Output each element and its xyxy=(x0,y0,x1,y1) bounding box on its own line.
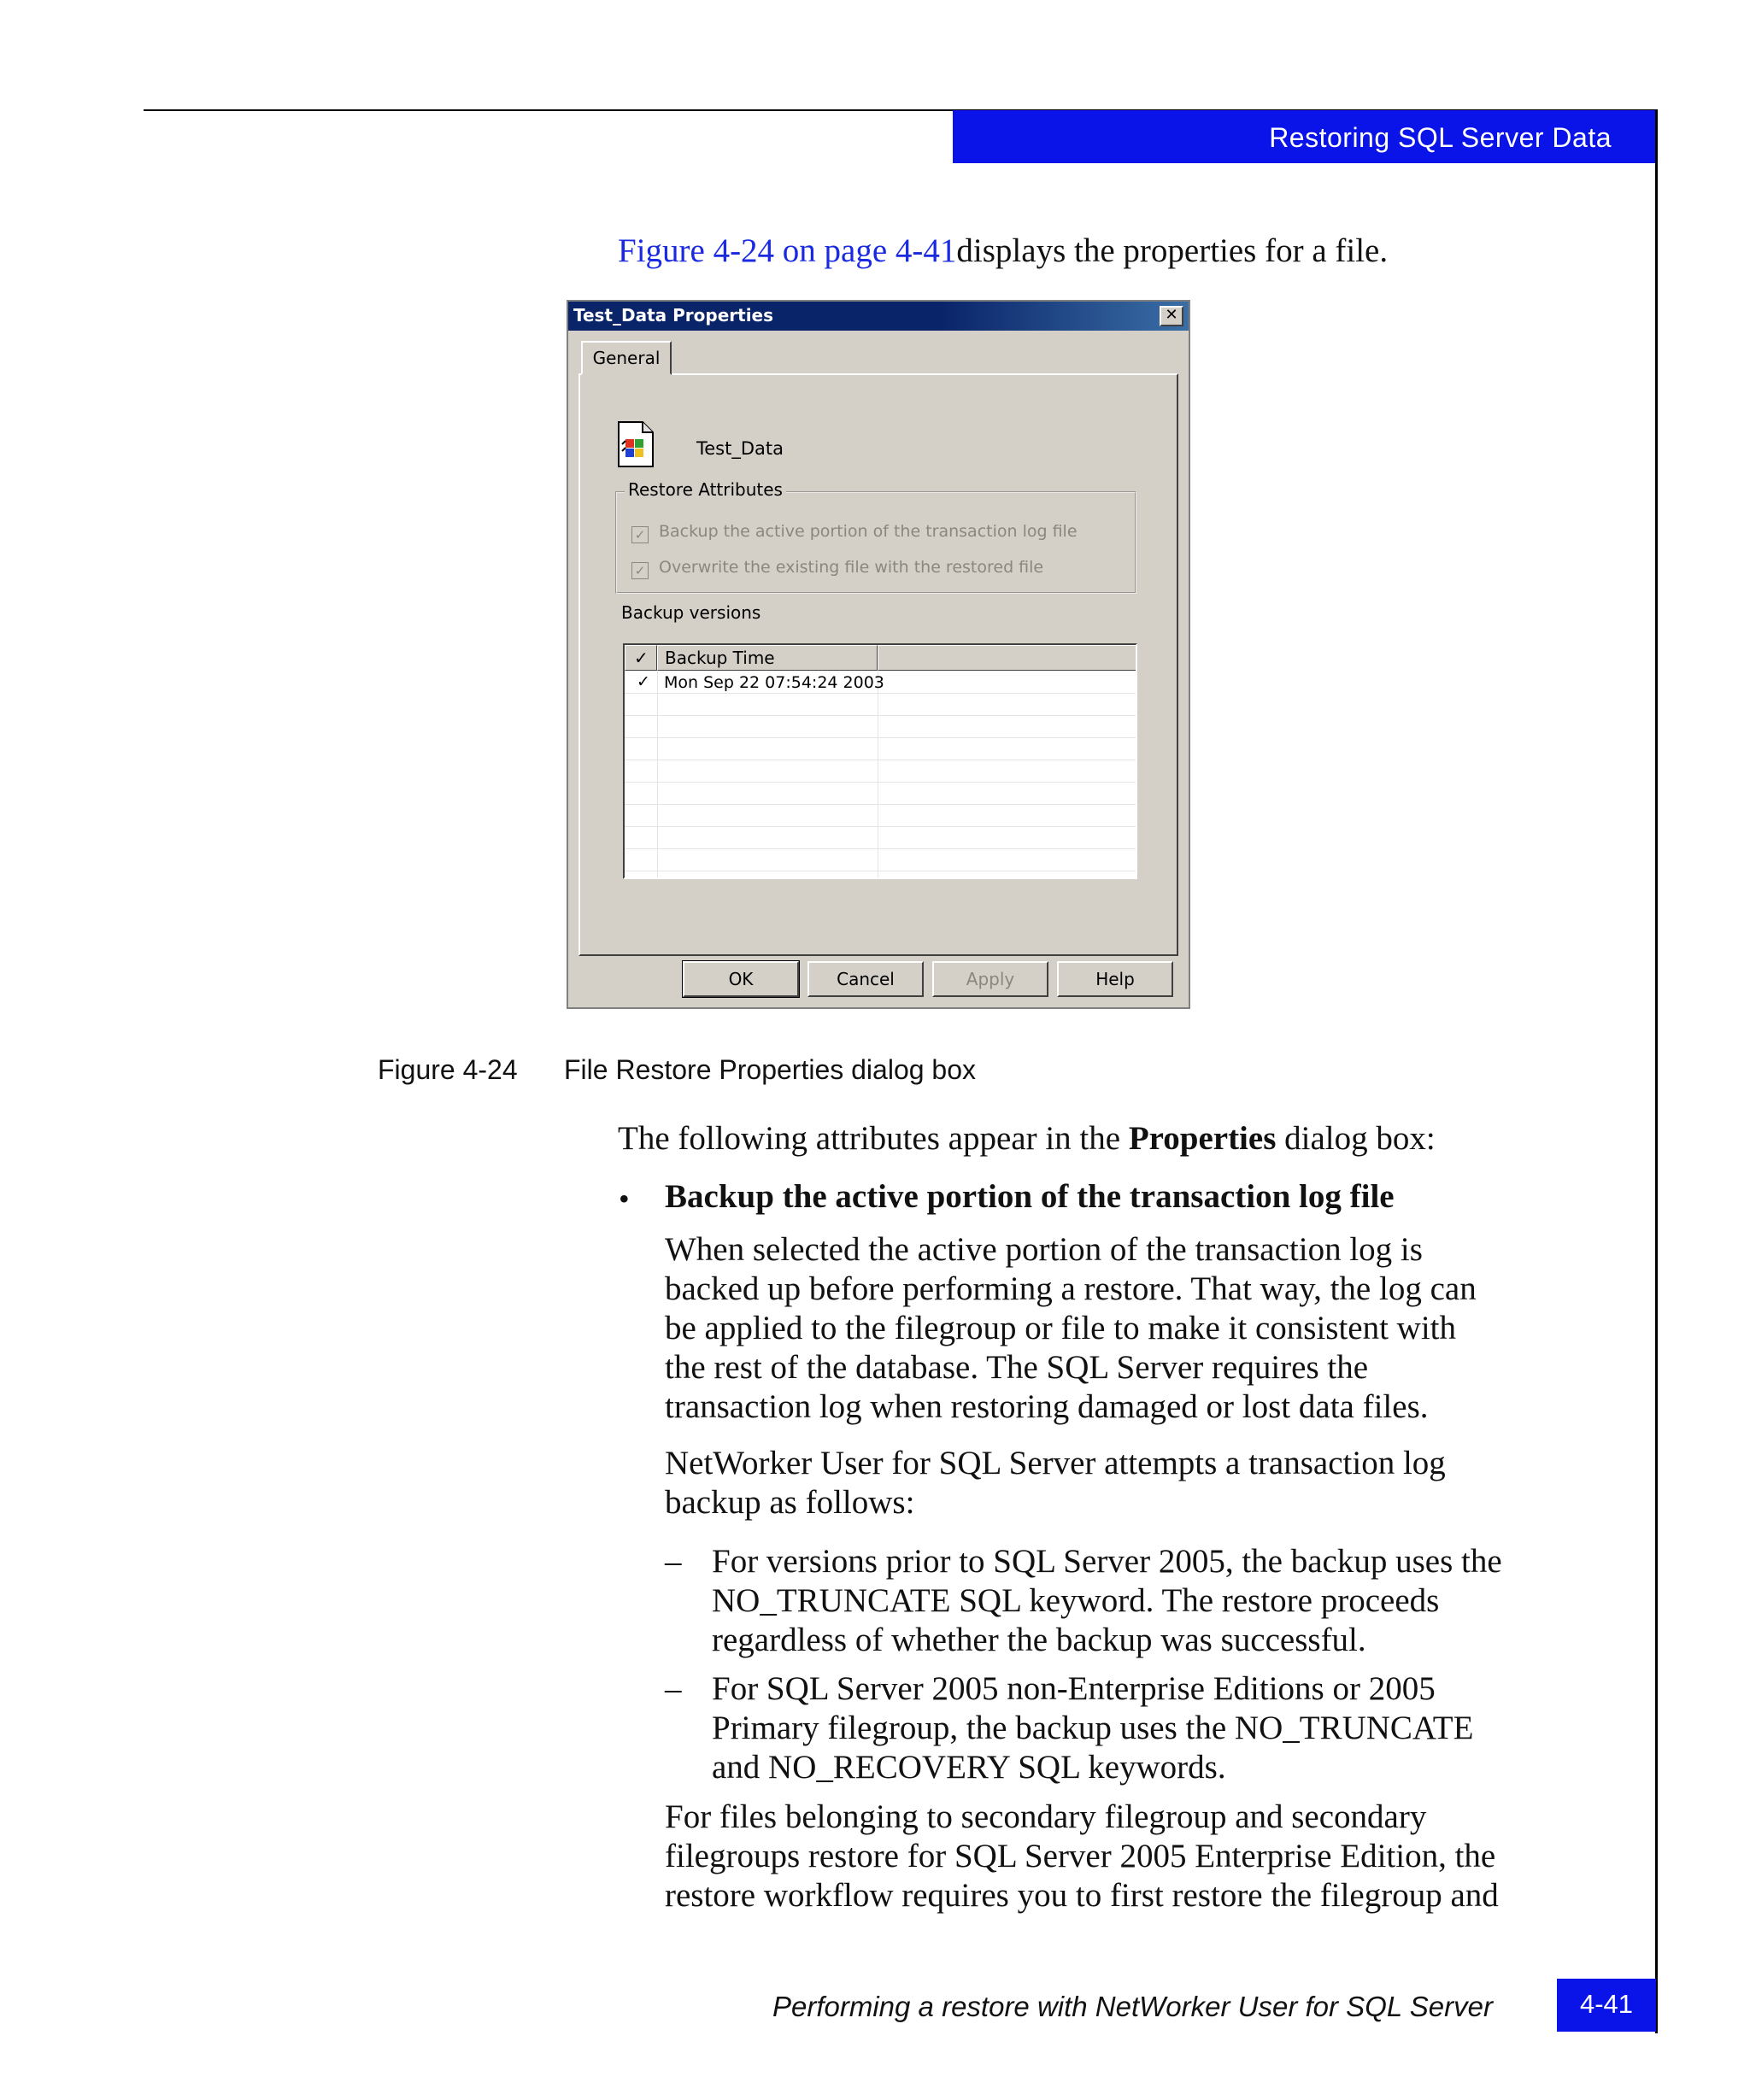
dash1-line: regardless of whether the backup was successful. xyxy=(712,1622,1366,1658)
lead-bold: Properties xyxy=(1128,1120,1277,1157)
backup-log-label: Backup the active portion of the transaction log file xyxy=(659,522,1078,541)
figure-title: File Restore Properties dialog box xyxy=(564,1054,977,1085)
apply-button[interactable]: Apply xyxy=(932,961,1048,997)
column-header-backup-time[interactable]: Backup Time xyxy=(657,645,878,671)
row-divider xyxy=(625,848,1137,849)
para2-line: backup as follows: xyxy=(665,1484,915,1521)
para1-line: When selected the active portion of the transaction log is xyxy=(665,1231,1423,1268)
para1-line: be applied to the filegroup or file to make it consistent with xyxy=(665,1310,1457,1346)
figure-number: Figure 4-24 xyxy=(378,1054,518,1085)
intro-text: displays the properties for a file. xyxy=(956,232,1389,269)
column-header-empty[interactable] xyxy=(878,645,1137,671)
page-number-box xyxy=(1557,1979,1656,2032)
overwrite-checkbox[interactable] xyxy=(631,558,1043,579)
footer-text: Performing a restore with NetWorker User for SQL Server xyxy=(772,1991,1493,2022)
row-check-icon[interactable]: ✓ xyxy=(637,672,650,691)
dash2-line: For SQL Server 2005 non-Enterprise Editions or 2005 xyxy=(712,1670,1436,1707)
dash-icon: – xyxy=(665,1670,682,1707)
backup-versions-table[interactable] xyxy=(623,643,1137,879)
checkbox-check-icon: ✓ xyxy=(631,526,649,543)
dash1-line: For versions prior to SQL Server 2005, the backup uses the xyxy=(712,1543,1502,1580)
dialog-titlebar xyxy=(568,302,1189,331)
checkbox-check-icon: ✓ xyxy=(631,562,649,579)
para2-line: NetWorker User for SQL Server attempts a transaction log xyxy=(665,1445,1446,1481)
para1-line: transaction log when restoring damaged or lost data files. xyxy=(665,1388,1429,1425)
lead-text-end: dialog box: xyxy=(1276,1120,1436,1157)
row-divider xyxy=(625,715,1137,716)
help-button[interactable]: Help xyxy=(1057,961,1173,997)
ok-button[interactable]: OK xyxy=(683,961,799,997)
para3-line: filegroups restore for SQL Server 2005 Enterprise Edition, the xyxy=(665,1838,1496,1874)
tab-general[interactable]: General xyxy=(581,341,672,375)
section-header-band xyxy=(953,110,1656,163)
file-name: Test_Data xyxy=(696,438,784,459)
backup-versions-label: Backup versions xyxy=(621,602,761,623)
lead-text: The following attributes appear in the xyxy=(618,1120,1129,1157)
para1-line: backed up before performing a restore. That way, the log can xyxy=(665,1270,1477,1307)
dash2-line: Primary filegroup, the backup uses the NO_TRUNCATE xyxy=(712,1710,1474,1746)
column-header-check[interactable]: ✓ xyxy=(625,645,657,671)
restore-attributes-label: Restore Attributes xyxy=(625,479,786,500)
bullet-icon: • xyxy=(619,1182,630,1216)
para3-line: restore workflow requires you to first restore the filegroup and xyxy=(665,1877,1499,1914)
lead-paragraph xyxy=(618,1119,1436,1159)
close-icon[interactable]: ✕ xyxy=(1160,306,1183,326)
figure-link[interactable]: Figure 4-24 on page 4-41 xyxy=(618,232,957,269)
row-divider xyxy=(625,693,1137,694)
properties-dialog xyxy=(567,300,1190,1009)
file-restore-icon xyxy=(617,420,655,468)
para3-line: For files belonging to secondary filegroup and secondary xyxy=(665,1798,1427,1835)
backup-log-checkbox[interactable] xyxy=(631,522,1078,543)
section-title: Restoring SQL Server Data xyxy=(1269,122,1612,153)
row-divider xyxy=(625,737,1137,738)
row-divider xyxy=(625,826,1137,827)
page-number: 4-41 xyxy=(1579,1989,1634,2019)
dash1-line: NO_TRUNCATE SQL keyword. The restore proceeds xyxy=(712,1582,1440,1619)
cancel-button[interactable]: Cancel xyxy=(807,961,924,997)
intro-paragraph xyxy=(618,229,1388,273)
row-divider xyxy=(625,804,1137,805)
dash2-line: and NO_RECOVERY SQL keywords. xyxy=(712,1749,1226,1786)
overwrite-label: Overwrite the existing file with the restored file xyxy=(659,558,1044,577)
backup-time-cell: Mon Sep 22 07:54:24 2003 xyxy=(664,673,884,692)
para1-line: the rest of the database. The SQL Server requires the xyxy=(665,1349,1369,1386)
dialog-title: Test_Data Properties xyxy=(573,305,774,326)
row-divider xyxy=(625,782,1137,783)
right-rule xyxy=(1655,109,1658,2033)
bullet-title: Backup the active portion of the transaction log file xyxy=(665,1178,1395,1215)
dash-icon: – xyxy=(665,1543,682,1580)
